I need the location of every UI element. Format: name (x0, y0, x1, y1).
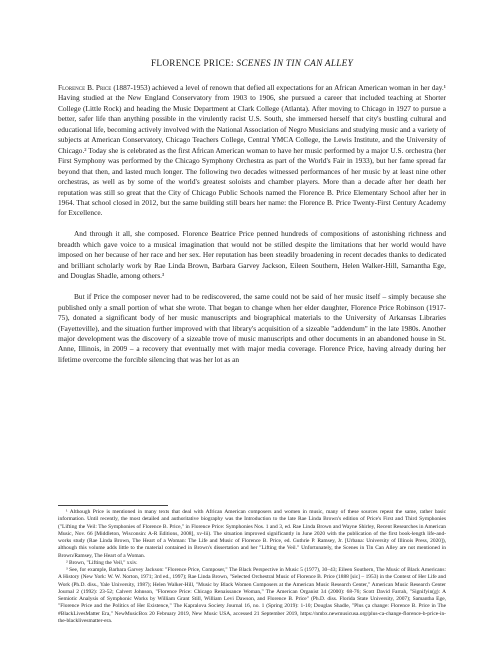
page-title (58, 58, 446, 68)
footnote-1: ¹ Although Price is mentioned in many texts that deal with African American composers and women in music, many of these sources repeat the same, rather basic information. Until recently, the most detailed and authoritative biography was the Introduction to the late Rae Linda Brown's edition of Price's First and Third Symphonies ("Lifting the Veil: The Symphonies of Florence B. Price," in Florence Price: Symphonies Nos. 1 and 3, ed. Rae Linda Brown and Wayne Shirley, Recent Researches in American Music, Nov. 66 [Middleton, Wisconsin: A-R Editions, 2008], xv-lii). The situation improved significantly in June 2020 with the publication of the first book-length life-and-works study (Rae Linda Brown, The Heart of a Woman: The Life and Music of Florence B. Price, ed. Guthrie P. Ramsey, Jr. [Urbana: University of Illinois Press, 2020]), although this volume adds little to the material contained in Brown's dissertation and her "Lifting the Veil." Unfortunately, the Scenes in Tin Can Alley are not mentioned in Brown/Ramsey, The Heart of a Woman. (58, 509, 446, 559)
footnote-2: ² Brown, "Lifting the Veil," xxiv. (66, 559, 138, 566)
paragraph-text: (1887-1953) achieved a level of renown that defied all expectations for an African American woman in her day.¹ Having studied at the New England Conservatory from 1903 to 1906, she pursued a career that included teaching at Shorter College (Little Rock) and heading the Music Department at Clark College (Atlanta). After moving to Chicago in 1927 to pursue a better, safer life than anything possible in the virulently racist U.S. South, she immersed herself that city's bustling cultural and educational life, becoming actively involved with the National Association of Negro Musicians and studying music and a variety of subjects at American Conservatory, Chicago Teachers College, Central YMCA College, the Lewis Institute, and the University of Chicago.² Today she is celebrated as the first African American woman to have her music performed by a major U.S. orchestra (her First Symphony was performed by the Chicago Symphony Orchestra as part of the World's Fair in 1933), but her fame spread far beyond that then, and lasted much longer. The following two decades witnessed performances of her music by at least nine other orchestras, as well as by some of the world's greatest soloists and chamber players. More than a decade after her death her reputation was still so great that the City of Chicago Public Schools named the Florence B. Price Elementary School after her in 1964. That school closed in 2012, but the same building still bears her name: the Florence B. Price Twenty-First Century Academy for Excellence. (58, 83, 446, 218)
title-prefix: FLORENCE PRICE: (151, 58, 237, 68)
paragraph-3: But if Price the composer never had to be rediscovered, the same could not be said of her music itself – simply because she published only a small portion of what she wrote. That began to change when her elder daughter, Florence Price Robinson (1917-75), donated a significant body of her music manuscripts and biographical materials to the University of Arkansas Libraries (Fayetteville), and the situation further improved with that library's acquisition of a sizeable "addendum" in the late 1980s. Another major development was the discovery of a sizeable trove of music manuscripts and other documents in an abandoned house in St. Anne, Illinois, in 2009 – a recovery that eventually met with major media coverage. Florence Price, having already during her lifetime overcome the forcible silencing that was her lot as an (58, 292, 446, 364)
footnote-divider (58, 505, 168, 506)
footnotes (58, 505, 446, 625)
body-text (58, 83, 446, 365)
footnote-3: ³ See, for example, Barbara Garvey Jackson: "Florence Price, Composer," The Black Perspective in Music 5 (1977), 30–43; Eileen Southern, The Music of Black Americans: A History (New York: W. W. Norton, 1971; 3rd ed., 1997); Rae Linda Brown, "Selected Orchestral Music of Florence B. Price (1888 [sic] – 1953) in the Context of Her Life and Work (Ph.D. diss., Yale University, 1987); Helen Walker-Hill, "Music by Black Women Composers at the American Music Research Center," American Music Research Center Journal 2 (1992): 23-52; Calvert Johnson, "Florence Price: Chicago Renaissance Woman," The American Organist 34 (2000): 68-76; Scott David Farrah, "Signifyin(g): A Semiotic Analysis of Symphonic Works by William Grant Still, William Levi Dawson, and Florence B. Price" (Ph.D. diss. Florida State University, 2007); Samantha Ege, "Florence Price and the Politics of Her Existence," The Kapralova Society Journal 16, no. 1 (Spring 2019): 1-10; Douglas Shadle, "Plus ça change: Florence B. Price in The #BlackLivesMatter Era," NewMusicBox 20 February 2019, New Music USA, accessed 21 September 2019, https://nmbx.newmusicusa.org/plus-ca-change-florence-b-price-in-the-blacklivesmatter-era. (58, 567, 446, 624)
paragraph-1 (58, 83, 446, 219)
document-page (58, 0, 446, 667)
paragraph-lead: Florence B. Price (58, 83, 112, 92)
paragraph-2: And through it all, she composed. Florence Beatrice Price penned hundreds of compositions of astonishing richness and breadth which gave voice to a musical imagination that would not be stilled despite the limitations that her world would have imposed on her because of her race and her sex. Her reputation has been steadily broadening in recent decades thanks to dedicated and brilliant scholarly work by Rae Linda Brown, Barbara Garvey Jackson, Eileen Southern, Helen Walker-Hill, Samantha Ege, and Douglas Shadle, among others.³ (58, 229, 446, 281)
title-italic: SCENES IN TIN CAN ALLEY (236, 58, 353, 68)
